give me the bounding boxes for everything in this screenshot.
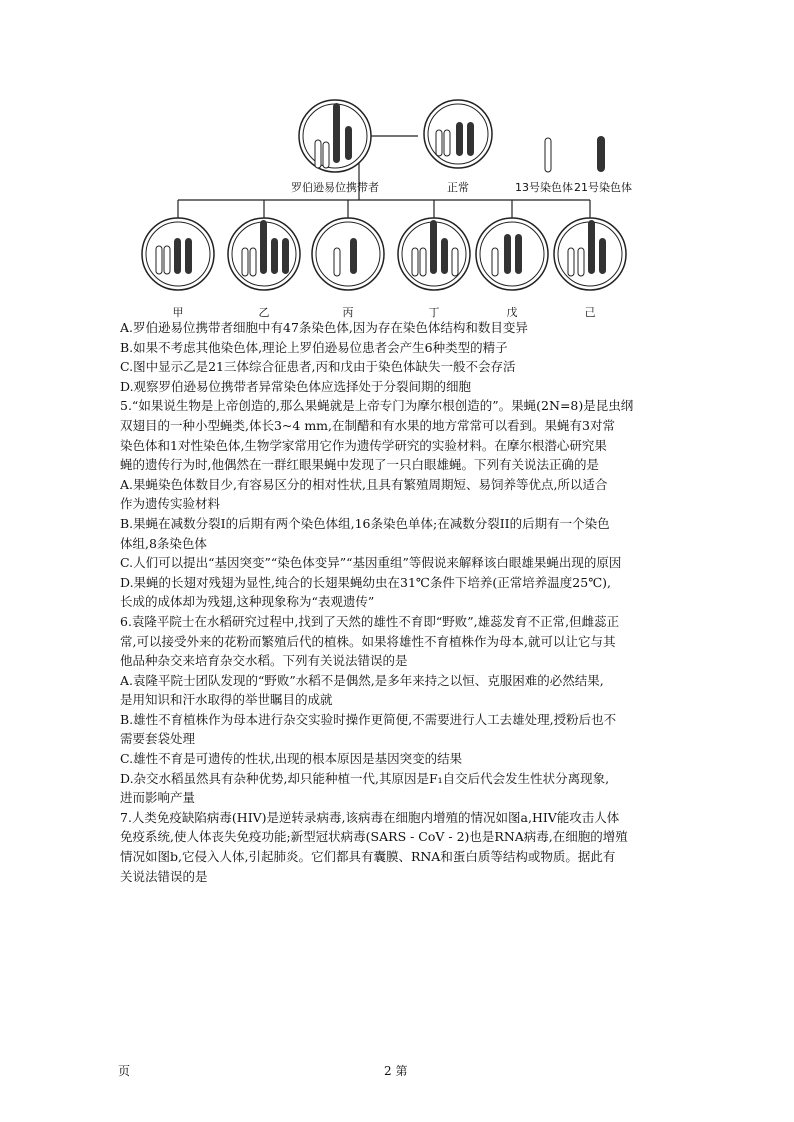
text-line: D.观察罗伯逊易位携带者异常染色体应选择处于分裂间期的细胞 bbox=[120, 378, 472, 394]
text-line: 5.“如果说生物是上帝创造的,那么果蝇就是上帝专门为摩尔根创造的”。果蝇(2N=8)是昆虫纲 bbox=[120, 398, 634, 414]
legend-chr13 bbox=[545, 138, 551, 172]
offspring-label-ji: 己 bbox=[584, 306, 596, 319]
cell-ji bbox=[554, 218, 626, 290]
text-line: 免疫系统,使人体丧失免疫功能;新型冠状病毒(SARS - CoV - 2)也是RNA病毒,在细胞的增殖 bbox=[120, 829, 628, 845]
text-line: 6.袁隆平院士在水稻研究过程中,找到了天然的雄性不育即“野败”,雄蕊发育不正常,但雌蕊正 bbox=[120, 613, 620, 629]
text-line: A.果蝇染色体数目少,有容易区分的相对性状,且具有繁殖周期短、易饲养等优点,所以适合 bbox=[120, 476, 608, 492]
cell-ding bbox=[398, 218, 470, 290]
cell-wu bbox=[476, 218, 548, 290]
text-line: B.如果不考虑其他染色体,理论上罗伯逊易位患者会产生6种类型的精子 bbox=[120, 339, 508, 355]
text-line: 进而影响产量 bbox=[120, 790, 196, 806]
text-line: 染色体和1对性染色体,生物学家常用它作为遗传学研究的实验材料。在摩尔根潜心研究果 bbox=[120, 437, 607, 453]
text-line: A.罗伯逊易位携带者细胞中有47条染色体,因为存在染色体结构和数目变异 bbox=[120, 320, 528, 335]
footer-left: 页 bbox=[118, 1064, 131, 1078]
text-line: C.图中显示乙是21三体综合征患者,丙和戊由于染色体缺失一般不会存活 bbox=[120, 359, 516, 375]
offspring-label-bing: 丙 bbox=[342, 306, 354, 319]
parent-label-normal: 正常 bbox=[447, 181, 469, 194]
text-line: 体组,8条染色体 bbox=[120, 535, 207, 551]
text-line: 常,可以接受外来的花粉而繁殖后代的植株。如果将雄性不育植株作为母本,就可以让它与其 bbox=[120, 633, 616, 649]
parent-label-carrier: 罗伯逊易位携带者 bbox=[291, 181, 379, 194]
text-line: A.袁隆平院士团队发现的“野败”水稻不是偶然,是多年来持之以恒、克服困难的必然结果, bbox=[120, 672, 604, 688]
text-line: 他品种杂交来培育杂交水稻。下列有关说法错误的是 bbox=[120, 653, 408, 669]
text-line: 作为遗传实验材料 bbox=[120, 496, 221, 512]
offspring-label-wu: 戊 bbox=[506, 306, 518, 319]
text-line: B.雄性不育植株作为母本进行杂交实验时操作更简便,不需要进行人工去雄处理,授粉后也不 bbox=[120, 711, 617, 727]
pedigree-lines bbox=[178, 136, 590, 220]
legend-label-chr21: 21号染色体 bbox=[574, 181, 632, 194]
text-line: 需要套袋处理 bbox=[120, 731, 196, 747]
legend-chr21 bbox=[597, 136, 605, 172]
text-line: 关说法错误的是 bbox=[120, 868, 208, 884]
legend-label-chr13: 13号染色体 bbox=[515, 181, 573, 194]
text-line: 双翅目的一种小型蝇类,体长3~4 mm,在制醋和有水果的地方常常可以看到。果蝇有3对常 bbox=[120, 417, 615, 433]
text-line: D.果蝇的长翅对残翅为显性,纯合的长翅果蝇幼虫在31℃条件下培养(正常培养温度25℃), bbox=[120, 574, 612, 590]
cell-jia bbox=[142, 218, 214, 290]
text-line: 长成的成体却为残翅,这种现象称为“表观遗传” bbox=[120, 594, 375, 610]
cell-normal bbox=[424, 100, 492, 168]
text-line: D.杂交水稻虽然具有杂种优势,却只能种植一代,其原因是F₁自交后代会发生性状分离现象, bbox=[120, 770, 610, 786]
text-line: C.人们可以提出“基因突变”“染色体变异”“基因重组”等假说来解释该白眼雄果蝇出现的原因 bbox=[120, 555, 622, 571]
offspring-label-ding: 丁 bbox=[428, 306, 440, 319]
offspring-label-jia: 甲 bbox=[172, 306, 184, 319]
text-line: 7.人类免疫缺陷病毒(HIV)是逆转录病毒,该病毒在细胞内增殖的情况如图a,HIV能攻击人体 bbox=[120, 809, 620, 825]
offspring-label-yi: 乙 bbox=[258, 306, 270, 319]
cell-carrier bbox=[299, 100, 371, 172]
text-line: 蝇的遗传行为时,他偶然在一群红眼果蝇中发现了一只白眼雄蝇。下列有关说法正确的是 bbox=[120, 457, 599, 473]
question-text bbox=[120, 318, 680, 886]
text-line: B.果蝇在减数分裂I的后期有两个染色体组,16条染色单体;在减数分裂II的后期有一个染色 bbox=[120, 515, 610, 531]
cell-yi bbox=[228, 218, 300, 290]
cell-bing bbox=[312, 218, 384, 290]
page-number: 2 第 bbox=[384, 1064, 408, 1078]
text-line: 是用知识和汗水取得的举世瞩目的成就 bbox=[120, 692, 333, 708]
text-line: C.雄性不育是可遗传的性状,出现的根本原因是基因突变的结果 bbox=[120, 751, 463, 767]
chromosome-figure bbox=[130, 98, 660, 323]
text-line: 情况如图b,它侵入人体,引起肺炎。它们都具有囊膜、RNA和蛋白质等结构或物质。据此有 bbox=[120, 849, 616, 865]
